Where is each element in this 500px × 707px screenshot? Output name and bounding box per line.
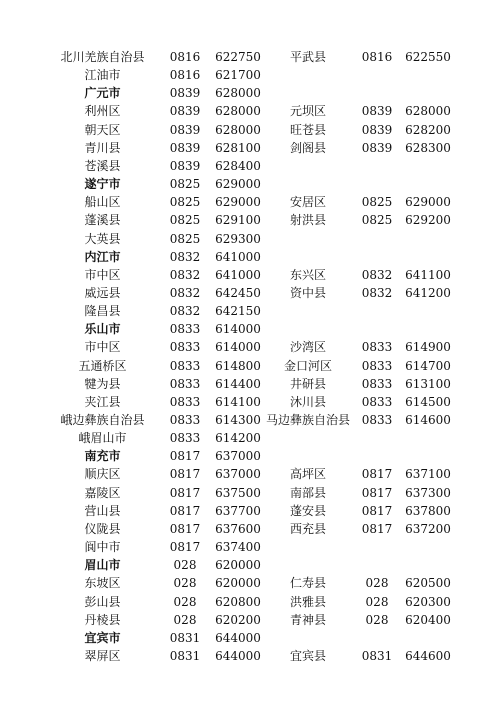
district-name: 仁寿县	[289, 576, 326, 591]
area-code: 0833	[361, 358, 393, 373]
area-code: 0839	[169, 104, 201, 119]
district-name: 营山县	[84, 503, 121, 518]
city-header-row	[0, 84, 500, 102]
postal-code: 637300	[405, 485, 451, 500]
area-code: 0825	[169, 231, 201, 246]
city-name: 眉山市	[84, 558, 121, 573]
postal-code: 614500	[405, 394, 451, 409]
table-row	[0, 157, 500, 175]
district-name: 东兴区	[289, 267, 326, 282]
district-name: 马边彝族自治县	[265, 413, 350, 427]
area-code: 0832	[169, 285, 201, 300]
area-code: 0833	[169, 431, 201, 446]
table-row	[0, 647, 500, 665]
district-name: 丹棱县	[84, 612, 121, 627]
area-code: 028	[365, 594, 389, 609]
postal-code: 628000	[405, 104, 451, 119]
district-name: 资中县	[289, 285, 326, 300]
postal-code: 637400	[215, 540, 261, 555]
district-name: 阆中市	[84, 540, 121, 555]
postal-code: 641100	[405, 267, 451, 282]
postal-code: 629300	[215, 231, 261, 246]
city-header-row	[0, 320, 500, 338]
area-code: 0817	[169, 503, 201, 518]
table-row	[0, 429, 500, 447]
postal-code: 641200	[405, 285, 451, 300]
district-name: 剑阁县	[289, 140, 326, 155]
area-code: 0832	[169, 249, 201, 264]
postal-code: 614600	[405, 413, 451, 427]
district-name: 市中区	[84, 267, 121, 282]
area-code: 0832	[361, 267, 393, 282]
postal-code: 614100	[215, 394, 261, 409]
area-code: 0832	[169, 304, 201, 319]
table-row	[0, 121, 500, 139]
area-code: 028	[173, 612, 197, 627]
postal-code: 637100	[405, 467, 451, 482]
postal-code: 637000	[215, 467, 261, 482]
city-header-row	[0, 629, 500, 647]
area-code: 028	[173, 576, 197, 591]
area-code: 0816	[169, 50, 201, 64]
table-row	[0, 230, 500, 248]
table-row	[0, 357, 500, 375]
postal-code: 620400	[405, 612, 451, 627]
postal-code: 637000	[215, 449, 261, 464]
area-code: 0839	[361, 104, 393, 119]
table-row	[0, 48, 500, 66]
area-code: 028	[173, 558, 197, 573]
area-code: 0825	[361, 213, 393, 228]
area-code: 0831	[169, 630, 201, 645]
postal-code: 621700	[215, 68, 261, 83]
area-code: 0817	[169, 521, 201, 536]
area-code: 028	[365, 576, 389, 591]
table-row	[0, 211, 500, 229]
table-row	[0, 502, 500, 520]
area-code: 0825	[169, 213, 201, 228]
district-name: 彭山县	[84, 594, 121, 609]
postal-code: 628400	[215, 158, 261, 173]
area-code: 0833	[169, 358, 201, 373]
postal-code: 637500	[215, 485, 261, 500]
postal-code: 622550	[405, 50, 451, 64]
postal-code: 614200	[215, 431, 261, 446]
postal-code: 614000	[215, 340, 261, 355]
district-name: 平武县	[289, 50, 326, 64]
postal-code: 641000	[215, 249, 261, 264]
district-name: 南部县	[289, 485, 326, 500]
area-code: 0817	[169, 485, 201, 500]
district-name: 井研县	[289, 376, 326, 391]
area-code: 0833	[361, 394, 393, 409]
table-row	[0, 139, 500, 157]
area-code: 0825	[361, 195, 393, 210]
area-code: 0825	[169, 177, 201, 192]
postal-code: 628300	[405, 140, 451, 155]
district-name: 安居区	[289, 195, 326, 210]
table-row	[0, 411, 500, 429]
area-code: 0833	[169, 340, 201, 355]
area-code: 0839	[169, 86, 201, 101]
postal-code: 629000	[215, 177, 261, 192]
postal-code: 622750	[215, 50, 261, 64]
postal-code: 620200	[215, 612, 261, 627]
table-row	[0, 284, 500, 302]
area-code: 0817	[169, 467, 201, 482]
district-name: 高坪区	[289, 467, 326, 482]
city-name: 遂宁市	[84, 177, 121, 192]
city-name: 宜宾市	[84, 630, 121, 645]
postal-code: 628000	[215, 122, 261, 137]
postal-code: 614800	[215, 358, 261, 373]
area-code: 0839	[361, 140, 393, 155]
table-row	[0, 393, 500, 411]
city-header-row	[0, 175, 500, 193]
district-name: 威远县	[84, 285, 121, 300]
district-name: 北川羌族自治县	[60, 50, 145, 64]
area-code: 0817	[361, 485, 393, 500]
postal-code: 629200	[405, 213, 451, 228]
postal-code: 614300	[215, 413, 261, 427]
district-name: 沙湾区	[289, 340, 326, 355]
area-code: 0831	[169, 648, 201, 663]
postal-code: 629000	[215, 195, 261, 210]
district-name: 利州区	[84, 104, 121, 119]
district-name: 苍溪县	[84, 158, 121, 173]
area-code: 0832	[169, 267, 201, 282]
area-code: 0833	[361, 413, 393, 427]
district-name: 犍为县	[84, 376, 121, 391]
postal-code: 644000	[215, 648, 261, 663]
district-name: 蓬安县	[289, 503, 326, 518]
district-name: 大英县	[84, 231, 121, 246]
city-header-row	[0, 556, 500, 574]
district-name: 船山区	[84, 195, 121, 210]
district-name: 峨边彝族自治县	[60, 413, 145, 427]
city-header-row	[0, 248, 500, 266]
table-row	[0, 266, 500, 284]
area-code: 028	[173, 594, 197, 609]
district-name: 仪陇县	[84, 521, 121, 536]
district-name: 嘉陵区	[84, 485, 121, 500]
postal-code: 628100	[215, 140, 261, 155]
table-row	[0, 465, 500, 483]
area-code: 0816	[169, 68, 201, 83]
area-code: 0831	[361, 648, 393, 663]
postal-code: 642150	[215, 304, 261, 319]
area-code: 028	[365, 612, 389, 627]
district-name: 洪雅县	[289, 594, 326, 609]
area-code: 0839	[361, 122, 393, 137]
postal-code: 620300	[405, 594, 451, 609]
postal-code: 641000	[215, 267, 261, 282]
postal-code: 629000	[405, 195, 451, 210]
area-code: 0817	[169, 540, 201, 555]
area-code: 0833	[169, 413, 201, 427]
postal-code: 637800	[405, 503, 451, 518]
district-name: 五通桥区	[78, 358, 127, 373]
table-row	[0, 593, 500, 611]
postal-code: 637600	[215, 521, 261, 536]
postal-code: 620500	[405, 576, 451, 591]
area-code: 0816	[361, 50, 393, 64]
table-row	[0, 538, 500, 556]
table-row	[0, 520, 500, 538]
postal-code: 642450	[215, 285, 261, 300]
city-name: 内江市	[84, 249, 121, 264]
table-row	[0, 484, 500, 502]
table-row	[0, 193, 500, 211]
postal-code: 628000	[215, 86, 261, 101]
district-name: 朝天区	[84, 122, 121, 137]
postal-code: 613100	[405, 376, 451, 391]
area-code: 0839	[169, 140, 201, 155]
district-name: 青神县	[289, 612, 326, 627]
district-name: 射洪县	[289, 213, 326, 228]
area-code: 0833	[361, 376, 393, 391]
district-name: 顺庆区	[84, 467, 121, 482]
area-code: 0833	[361, 340, 393, 355]
postal-code: 644600	[405, 648, 451, 663]
table-row	[0, 66, 500, 84]
postal-code: 637200	[405, 521, 451, 536]
postal-code: 644000	[215, 630, 261, 645]
district-name: 旺苍县	[289, 122, 326, 137]
area-code: 0817	[169, 449, 201, 464]
postal-code: 628200	[405, 122, 451, 137]
area-code: 0833	[169, 394, 201, 409]
postal-code: 629100	[215, 213, 261, 228]
area-code: 0839	[169, 158, 201, 173]
district-name: 青川县	[84, 140, 121, 155]
city-name: 南充市	[84, 449, 121, 464]
district-name: 江油市	[84, 68, 121, 83]
postal-code: 620000	[215, 576, 261, 591]
district-name: 金口河区	[283, 358, 332, 373]
district-name: 翠屏区	[84, 648, 121, 663]
postal-code: 614900	[405, 340, 451, 355]
postal-code: 614400	[215, 376, 261, 391]
area-code: 0832	[361, 285, 393, 300]
district-name: 西充县	[289, 521, 326, 536]
district-name: 峨眉山市	[78, 431, 127, 446]
table-row	[0, 102, 500, 120]
postal-code: 620000	[215, 558, 261, 573]
postal-code: 614700	[405, 358, 451, 373]
area-code: 0817	[361, 503, 393, 518]
district-name: 市中区	[84, 340, 121, 355]
table-row	[0, 574, 500, 592]
area-code: 0817	[361, 467, 393, 482]
district-name: 东坡区	[84, 576, 121, 591]
postal-code: 637700	[215, 503, 261, 518]
postal-code: 614000	[215, 322, 261, 337]
city-header-row	[0, 447, 500, 465]
city-name: 广元市	[84, 86, 121, 101]
postal-code: 628000	[215, 104, 261, 119]
table-row	[0, 375, 500, 393]
district-name: 蓬溪县	[84, 213, 121, 228]
district-name: 元坝区	[289, 104, 326, 119]
district-name: 宜宾县	[289, 648, 326, 663]
district-name: 沐川县	[289, 394, 326, 409]
city-name: 乐山市	[84, 322, 121, 337]
postal-code: 620800	[215, 594, 261, 609]
area-code: 0825	[169, 195, 201, 210]
district-name: 隆昌县	[84, 304, 121, 319]
table-row	[0, 338, 500, 356]
district-name: 夹江县	[84, 394, 121, 409]
area-code: 0833	[169, 322, 201, 337]
area-code: 0839	[169, 122, 201, 137]
table-row	[0, 302, 500, 320]
table-row	[0, 611, 500, 629]
area-code: 0833	[169, 376, 201, 391]
area-code: 0817	[361, 521, 393, 536]
